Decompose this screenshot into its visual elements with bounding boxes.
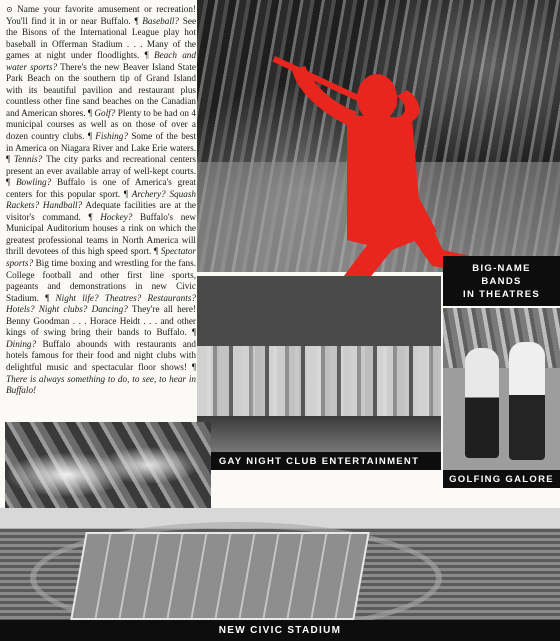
paragraph-mark: ¶ <box>123 188 128 199</box>
heading-fishing: Fishing? <box>95 131 128 142</box>
text-baseball: See the Bisons of the International League play hot baseball in Offerman Stadium . . . Many of the games at night under floodlights. <box>6 15 196 61</box>
player-head <box>357 74 397 122</box>
paragraph-mark: ¶ <box>88 211 93 222</box>
heading-spectator: Spectator sports? <box>6 246 196 269</box>
text-beach: There's the new Beaver Island State Park Beach on the southern tip of Grand Island with its beautiful pavilion and restaurant plus countless other fine sand beaches on the Canadian and American shores. <box>6 61 196 118</box>
football-field <box>70 532 370 620</box>
caption-civic-stadium: NEW CIVIC STADIUM <box>0 620 560 641</box>
golfer-woman <box>465 348 499 458</box>
text-bowling: Buffalo is one of America's great centers for this popular sport. <box>6 177 196 199</box>
paragraph-mark: ¶ <box>87 131 92 142</box>
yard-lines <box>73 534 368 618</box>
text-hockey: Buffalo's new Municipal Auditorium houses a rink on which the greatest professional teams in North America will thrill devotees of this high speed sport. <box>6 211 196 257</box>
text-dining: Buffalo abounds with restaurants and hotels famous for their food and night clubs with delightful music and spectacular floor shows! <box>6 338 196 372</box>
heading-hockey: Hockey? <box>100 211 133 222</box>
caption-golfing: GOLFING GALORE <box>443 470 560 488</box>
paragraph-mark: ¶ <box>45 292 50 303</box>
caption-bands-line3: IN THEATRES <box>463 288 540 300</box>
football-players-photo <box>5 422 211 518</box>
intro-text: Name your favorite amusement or recreation! You'll find it in or near Buffalo. <box>6 4 196 26</box>
golfers-photo <box>443 308 560 470</box>
text-spectator: Big time boxing and wrestling for the fans. College football and other first line sports, pageants and demonstrations in new Civic Stadium. <box>6 258 196 303</box>
caption-bands-line1: BIG-NAME <box>472 262 531 274</box>
amusements-text-column <box>6 4 196 422</box>
paragraph-mark: ¶ <box>6 154 11 165</box>
heading-dining: Dining? <box>6 338 37 349</box>
heading-baseball: Baseball? <box>142 15 180 26</box>
paragraph-mark: ¶ <box>134 15 139 26</box>
heading-nightlife: Night life? Theatres? Restaurants? Hotels? Night clubs? Dancing? <box>6 292 196 315</box>
bullet-icon: ⊙ <box>6 5 13 14</box>
golfer-man <box>509 342 545 460</box>
paragraph-mark: ¶ <box>191 327 196 338</box>
player-torso <box>347 115 419 205</box>
heading-beach: Beach and water sports? <box>6 50 196 72</box>
paragraph-mark: ¶ <box>87 107 92 118</box>
text-nightlife: They're all here! Benny Goodman . . . Horace Heidt . . . and other kings of swing bring their bands to Buffalo. <box>6 304 196 338</box>
paragraph-mark: ¶ <box>153 246 159 257</box>
chorus-line <box>197 346 441 416</box>
heading-archery: Archery? Squash Rackets? Handball? <box>6 188 196 211</box>
paragraph-mark: ¶ <box>6 177 11 188</box>
paragraph-mark: ¶ <box>144 50 149 61</box>
text-golf: Plenty to be had on 4 municipal courses as well as on those of over a dozen country clubs. <box>6 107 196 142</box>
stage-floor <box>197 416 441 452</box>
heading-bowling: Bowling? <box>15 177 52 188</box>
civic-stadium-photo <box>0 508 560 622</box>
night-club-photo <box>197 276 441 452</box>
caption-bands-line2: BANDS <box>481 275 522 287</box>
paragraph-mark: ¶ <box>191 361 196 372</box>
closing-text: There is always something to do, to see, to hear in Buffalo! <box>6 373 196 396</box>
caption-big-name-bands <box>443 256 560 306</box>
text-archery: Adequate facilities are at the visitor's command. <box>6 200 196 222</box>
heading-tennis: Tennis? <box>13 154 43 165</box>
clarinet-player-illustration <box>197 0 560 300</box>
heading-golf: Golf? <box>94 107 116 118</box>
text-fishing: Some of the best in America on Niagara River and Lake Erie waters. <box>6 131 196 153</box>
text-tennis: The city parks and recreational centers present an ever available array of well-kept courts. <box>6 154 196 176</box>
caption-night-club: GAY NIGHT CLUB ENTERTAINMENT <box>197 452 441 470</box>
